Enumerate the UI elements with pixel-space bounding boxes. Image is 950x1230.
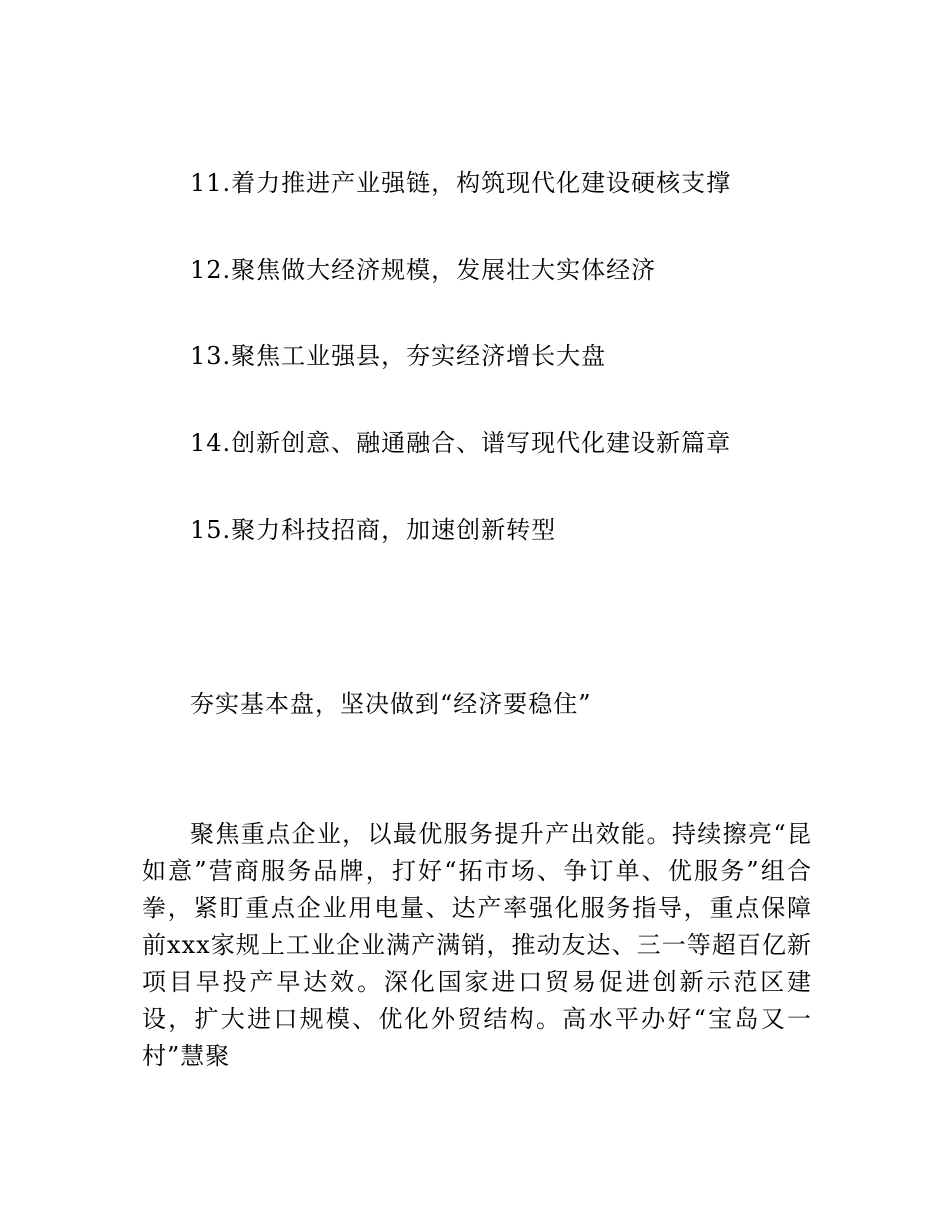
heading-12: 12.聚焦做大经济规模，发展壮大实体经济 [190, 256, 657, 284]
heading-14: 14.创新创意、融通融合、谱写现代化建设新篇章 [190, 429, 732, 457]
body-paragraph: 聚焦重点企业，以最优服务提升产出效能。持续擦亮“昆如意”营商服务品牌，打好“拓市场、争订单、优服务”组合拳，紧盯重点企业用电量、达产率强化服务指导，重点保障前xxx家规上工业企业满产满销，推动友达、三一等超百亿新项目早投产早达效。深化国家进口贸易促进创新示范区建设，扩大进口规模、优化外贸结构。高水平办好“宝岛又一村”慧聚 [142, 820, 812, 1070]
heading-15: 15.聚力科技招商，加速创新转型 [190, 516, 557, 544]
heading-11: 11.着力推进产业强链，构筑现代化建设硬核支撑 [190, 169, 732, 197]
section-title: 夯实基本盘，坚决做到“经济要稳住” [190, 690, 592, 718]
heading-13: 13.聚焦工业强县，夯实经济增长大盘 [190, 342, 607, 370]
